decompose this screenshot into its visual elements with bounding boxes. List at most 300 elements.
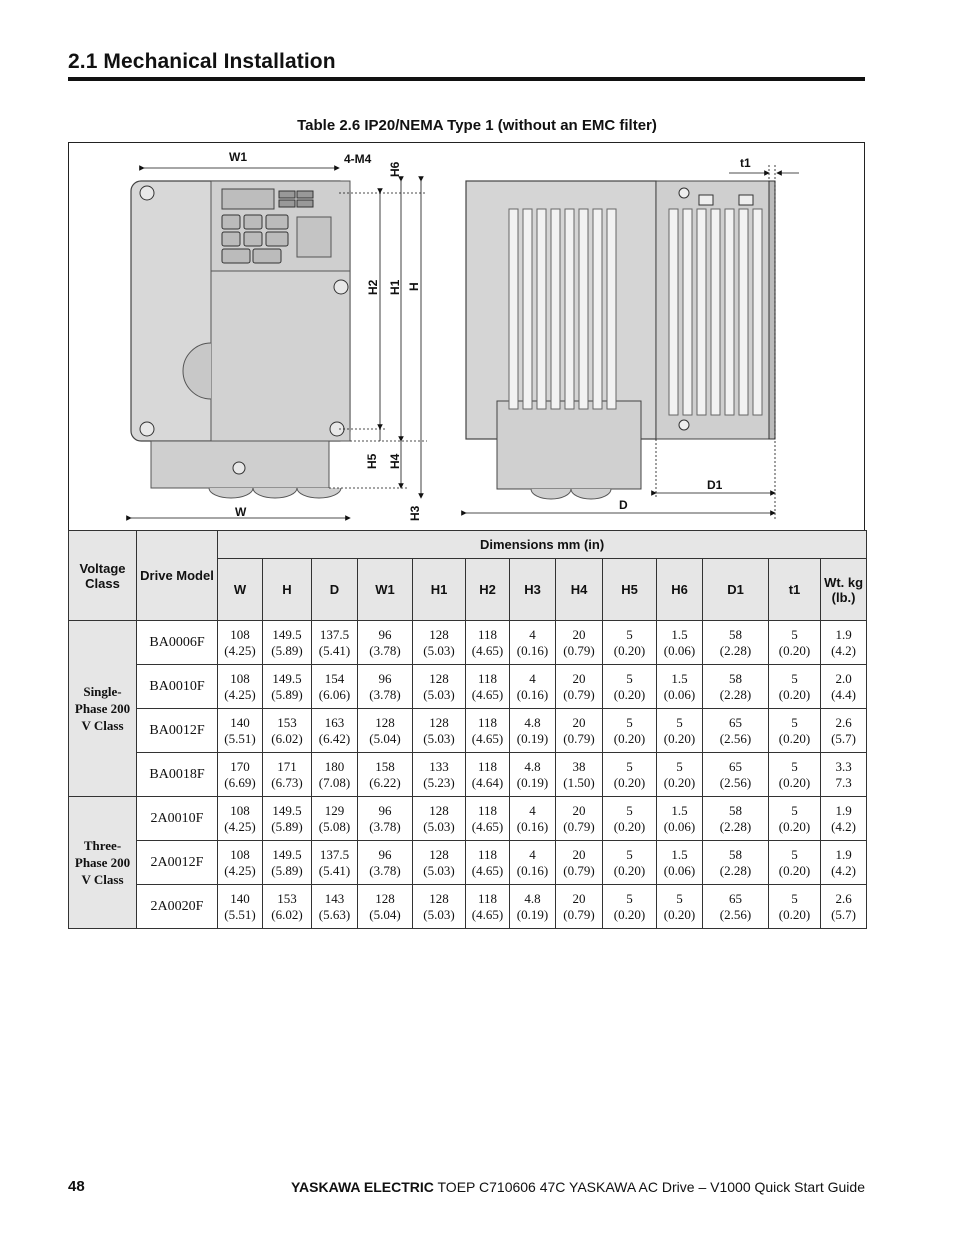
imperial-value: (6.42) (318, 730, 351, 746)
dimension-cell (218, 665, 263, 709)
column-header: H5 (603, 559, 657, 621)
drive-model-cell: 2A0020F (137, 885, 218, 929)
imperial-value: (0.06) (663, 818, 696, 834)
run-key (266, 215, 288, 229)
imperial-value: (0.20) (613, 774, 646, 790)
section-title: 2.1 Mechanical Installation (68, 50, 336, 73)
mount-hole-bottom-left (140, 422, 154, 436)
label-h5: H5 (365, 453, 379, 469)
dimension-cell (556, 841, 603, 885)
metric-value: 1.9 (835, 846, 852, 862)
metric-value: 58 (729, 846, 742, 862)
metric-value: 5 (626, 714, 633, 730)
metric-value: 128 (429, 626, 449, 642)
dimension-cell (603, 885, 657, 929)
metric-value: 5 (791, 714, 798, 730)
drive-model-header: Drive Model (137, 531, 218, 621)
metric-value: 153 (277, 714, 297, 730)
label-w: W (235, 505, 247, 519)
metric-value: 118 (477, 626, 498, 642)
dimension-cell (358, 797, 413, 841)
reset-key (222, 232, 240, 246)
imperial-value: (6.73) (271, 774, 303, 790)
dimension-cell (466, 709, 510, 753)
imperial-value: (5.04) (369, 906, 401, 922)
dimension-cell (657, 885, 703, 929)
imperial-value: (4.65) (471, 686, 504, 702)
imperial-value: (3.78) (369, 642, 401, 658)
imperial-value: (0.19) (516, 906, 549, 922)
column-header: H4 (556, 559, 603, 621)
imperial-value: (0.20) (663, 906, 696, 922)
imperial-value: (5.41) (318, 642, 351, 658)
imperial-value: (6.06) (318, 686, 351, 702)
metric-value: 128 (429, 846, 449, 862)
label-d1: D1 (707, 478, 723, 492)
dimension-cell (510, 665, 556, 709)
imperial-value: (6.69) (224, 774, 256, 790)
metric-value: 154 (324, 670, 345, 686)
side-clip-1 (699, 195, 713, 205)
metric-value: 5 (626, 670, 633, 686)
label-h3: H3 (408, 505, 422, 521)
dimension-cell (466, 621, 510, 665)
metric-value: 118 (477, 758, 498, 774)
metric-value: 108 (230, 626, 250, 642)
imperial-value: (5.89) (271, 686, 303, 702)
dimension-cell (510, 753, 556, 797)
dimension-cell (769, 841, 821, 885)
drive-model-cell: BA0018F (137, 753, 218, 797)
voltage-class-cell: Single-Phase 200 V Class (69, 621, 137, 797)
column-header: t1 (769, 559, 821, 621)
imperial-value: (0.06) (663, 862, 696, 878)
voltage-class-cell: Three-Phase 200 V Class (69, 797, 137, 929)
dimension-cell (510, 885, 556, 929)
dimension-cell (556, 797, 603, 841)
metric-value: 1.5 (671, 802, 688, 818)
label-h2: H2 (366, 279, 380, 295)
imperial-value: (2.56) (719, 906, 752, 922)
imperial-value: (0.20) (663, 774, 696, 790)
metric-value: 128 (375, 890, 395, 906)
dimension-cell (769, 753, 821, 797)
dimension-cell (769, 709, 821, 753)
metric-value: 1.9 (835, 626, 852, 642)
column-header: Wt. kg (lb.) (821, 559, 867, 621)
dimension-cell (358, 841, 413, 885)
metric-value: 4 (529, 626, 536, 642)
imperial-value: 7.3 (835, 774, 852, 790)
imperial-value: (4.2) (831, 818, 857, 834)
metric-value: 128 (429, 890, 449, 906)
dimension-cell (703, 665, 769, 709)
imperial-value: (0.79) (563, 906, 595, 922)
metric-value: 137.5 (319, 846, 350, 862)
metric-value: 5 (791, 626, 798, 642)
label-d: D (619, 498, 628, 512)
metric-value: 128 (429, 714, 449, 730)
metric-value: 20 (572, 846, 586, 862)
metric-value: 5 (791, 670, 798, 686)
imperial-value: (0.20) (778, 906, 811, 922)
voltage-class-header: Voltage Class (69, 531, 137, 621)
dimension-cell (703, 797, 769, 841)
metric-value: 118 (477, 714, 498, 730)
footer-doc-text: TOEP C710606 47C YASKAWA AC Drive – V1000 Quick Start Guide (433, 1179, 865, 1195)
table-row (69, 797, 867, 841)
table-row (69, 753, 867, 797)
metric-value: 4.8 (524, 758, 541, 774)
dimension-cell (218, 885, 263, 929)
metric-value: 128 (429, 670, 449, 686)
table-caption: Table 2.6 IP20/NEMA Type 1 (without an EMC filter) (297, 117, 657, 134)
dimension-cell (218, 753, 263, 797)
dimension-cell (218, 841, 263, 885)
comm-port (297, 217, 331, 257)
dimension-cell (263, 797, 312, 841)
metric-value: 5 (791, 890, 798, 906)
label-w1: W1 (229, 150, 247, 164)
mount-hole-top-left (140, 186, 154, 200)
dimension-cell (358, 753, 413, 797)
metric-value: 171 (277, 758, 297, 774)
dimension-cell (769, 885, 821, 929)
metric-value: 5 (626, 802, 633, 818)
dimension-cell (218, 797, 263, 841)
dimension-cell (312, 753, 358, 797)
fout-led (297, 200, 313, 207)
imperial-value: (0.16) (516, 642, 549, 658)
drive-model-cell: 2A0012F (137, 841, 218, 885)
imperial-value: (4.4) (831, 686, 857, 702)
dimension-cell (703, 885, 769, 929)
side-cable-holes (531, 489, 611, 499)
column-header: H2 (466, 559, 510, 621)
imperial-value: (0.06) (663, 642, 696, 658)
dimension-cell (556, 753, 603, 797)
dimension-cell (466, 885, 510, 929)
dimension-cell (657, 753, 703, 797)
imperial-value: (5.7) (831, 906, 857, 922)
front-view (131, 181, 350, 498)
imperial-value: (2.28) (719, 642, 752, 658)
alm-led (279, 191, 295, 198)
imperial-value: (5.89) (271, 642, 303, 658)
dimension-cell (413, 753, 466, 797)
metric-value: 96 (378, 802, 392, 818)
dimension-cell (263, 841, 312, 885)
dimension-cell (413, 709, 466, 753)
imperial-value: (0.16) (516, 686, 549, 702)
dimension-cell (510, 709, 556, 753)
dimension-cell (556, 621, 603, 665)
imperial-value: (0.20) (778, 862, 811, 878)
imperial-value: (2.28) (719, 862, 752, 878)
metric-value: 65 (729, 758, 742, 774)
dimension-cell (510, 797, 556, 841)
imperial-value: (5.63) (318, 906, 351, 922)
dimension-cell (312, 797, 358, 841)
label-t1: t1 (740, 156, 751, 170)
dimension-cell (657, 841, 703, 885)
dimension-cell (657, 665, 703, 709)
imperial-value: (5.51) (224, 730, 256, 746)
imperial-value: (0.79) (563, 730, 595, 746)
metric-value: 4 (529, 670, 536, 686)
imperial-value: (0.20) (613, 730, 646, 746)
dimension-cell (218, 621, 263, 665)
column-header: W1 (358, 559, 413, 621)
dimension-cell (769, 621, 821, 665)
dimension-figure (68, 142, 865, 531)
metric-value: 170 (230, 758, 250, 774)
metric-value: 118 (477, 846, 498, 862)
imperial-value: (4.2) (831, 862, 857, 878)
metric-value: 5 (676, 758, 683, 774)
imperial-value: (4.65) (471, 818, 504, 834)
dimension-cell (769, 797, 821, 841)
metric-value: 128 (429, 802, 449, 818)
imperial-value: (0.20) (778, 642, 811, 658)
metric-value: 163 (324, 714, 345, 730)
imperial-value: (0.20) (613, 906, 646, 922)
footer-doc-reference (291, 1179, 865, 1195)
imperial-value: (5.08) (318, 818, 351, 834)
imperial-value: (6.22) (369, 774, 401, 790)
dimension-cell (312, 709, 358, 753)
dimension-cell (312, 665, 358, 709)
metric-value: 180 (324, 758, 345, 774)
column-header: H1 (413, 559, 466, 621)
dimension-cell (510, 841, 556, 885)
dimension-cell (821, 797, 867, 841)
metric-value: 58 (729, 626, 742, 642)
dimension-cell (821, 665, 867, 709)
page-number: 48 (68, 1178, 85, 1195)
stop-key (253, 249, 281, 263)
lo-re-key (222, 249, 250, 263)
table-row (69, 885, 867, 929)
metric-value: 1.5 (671, 670, 688, 686)
metric-value: 2.6 (835, 890, 852, 906)
metric-value: 38 (572, 758, 586, 774)
dimension-cell (703, 709, 769, 753)
metric-value: 5 (676, 890, 683, 906)
metric-value: 5 (791, 758, 798, 774)
dimension-cell (466, 841, 510, 885)
metric-value: 20 (572, 626, 586, 642)
column-header: W (218, 559, 263, 621)
drive-side-body (466, 181, 656, 439)
metric-value: 5 (791, 802, 798, 818)
imperial-value: (5.89) (271, 862, 303, 878)
metric-value: 58 (729, 670, 742, 686)
imperial-value: (5.89) (271, 818, 303, 834)
metric-value: 58 (729, 802, 742, 818)
metric-value: 1.9 (835, 802, 852, 818)
metric-value: 96 (378, 670, 392, 686)
table-row (69, 665, 867, 709)
imperial-value: (0.79) (563, 686, 595, 702)
side-screw-top (679, 188, 689, 198)
dimension-cell (312, 621, 358, 665)
column-header: D1 (703, 559, 769, 621)
metric-value: 3.3 (835, 758, 852, 774)
lcd-display (222, 189, 274, 209)
metric-value: 140 (230, 714, 250, 730)
dimension-cell (657, 621, 703, 665)
dimension-cell (556, 665, 603, 709)
dimension-cell (263, 709, 312, 753)
imperial-value: (4.25) (224, 862, 256, 878)
imperial-value: (0.79) (563, 642, 595, 658)
imperial-value: (0.16) (516, 818, 549, 834)
dimension-cell (821, 841, 867, 885)
imperial-value: (5.51) (224, 906, 256, 922)
drive-model-cell: 2A0010F (137, 797, 218, 841)
metric-value: 96 (378, 626, 392, 642)
metric-value: 5 (676, 714, 683, 730)
imperial-value: (0.79) (563, 818, 595, 834)
label-4-m4: 4-M4 (344, 152, 372, 166)
drive-dimension-drawing (69, 143, 864, 531)
imperial-value: (5.03) (423, 686, 455, 702)
metric-value: 133 (429, 758, 449, 774)
ground-screw (233, 462, 245, 474)
metric-value: 129 (324, 802, 345, 818)
metric-value: 140 (230, 890, 250, 906)
metric-value: 108 (230, 670, 250, 686)
mount-hole-bottom-right (330, 422, 344, 436)
imperial-value: (2.56) (719, 774, 752, 790)
imperial-value: (5.03) (423, 642, 455, 658)
imperial-value: (4.25) (224, 642, 256, 658)
dimension-cell (413, 885, 466, 929)
drive-model-cell: BA0006F (137, 621, 218, 665)
dimension-cell (312, 885, 358, 929)
metric-value: 108 (230, 802, 250, 818)
imperial-value: (0.06) (663, 686, 696, 702)
imperial-value: (0.19) (516, 774, 549, 790)
imperial-value: (0.20) (778, 818, 811, 834)
metric-value: 108 (230, 846, 250, 862)
imperial-value: (5.03) (423, 906, 455, 922)
imperial-value: (0.20) (613, 686, 646, 702)
dimension-cell (263, 665, 312, 709)
imperial-value: (0.20) (663, 730, 696, 746)
dimension-cell (603, 797, 657, 841)
imperial-value: (5.03) (423, 862, 455, 878)
imperial-value: (0.20) (613, 642, 646, 658)
drv-led (279, 200, 295, 207)
label-h4: H4 (388, 453, 402, 469)
metric-value: 4 (529, 802, 536, 818)
imperial-value: (0.20) (613, 862, 646, 878)
imperial-value: (4.65) (471, 642, 504, 658)
imperial-value: (3.78) (369, 686, 401, 702)
dimension-cell (263, 621, 312, 665)
rev-led (297, 191, 313, 198)
metric-value: 5 (791, 846, 798, 862)
dimension-cell (466, 797, 510, 841)
dimension-cell (358, 621, 413, 665)
dimension-cell (413, 621, 466, 665)
metric-value: 149.5 (272, 802, 302, 818)
imperial-value: (4.65) (471, 906, 504, 922)
imperial-value: (2.28) (719, 686, 752, 702)
imperial-value: (0.16) (516, 862, 549, 878)
dimension-cell (821, 753, 867, 797)
imperial-value: (1.50) (563, 774, 595, 790)
label-h1: H1 (388, 279, 402, 295)
imperial-value: (5.04) (369, 730, 401, 746)
dimension-cell (263, 885, 312, 929)
dimension-cell (466, 753, 510, 797)
footer-brand: YASKAWA ELECTRIC (291, 1179, 434, 1195)
bottom-cover-side (497, 401, 641, 489)
imperial-value: (4.65) (471, 862, 504, 878)
metric-value: 4.8 (524, 890, 541, 906)
table-row (69, 841, 867, 885)
metric-value: 143 (324, 890, 345, 906)
metric-value: 20 (572, 714, 586, 730)
dimension-cell (821, 885, 867, 929)
metric-value: 4 (529, 846, 536, 862)
table-row (69, 709, 867, 753)
dimension-cell (218, 709, 263, 753)
imperial-value: (3.78) (369, 818, 401, 834)
metric-value: 128 (375, 714, 395, 730)
metric-value: 149.5 (272, 626, 302, 642)
imperial-value: (6.02) (271, 730, 303, 746)
dimension-cell (413, 665, 466, 709)
imperial-value: (5.41) (318, 862, 351, 878)
title-rule (68, 77, 865, 81)
imperial-value: (5.03) (423, 818, 455, 834)
metric-value: 149.5 (272, 670, 302, 686)
dimensions-table (68, 530, 867, 929)
dimension-cell (603, 665, 657, 709)
dimension-cell (510, 621, 556, 665)
heatsink-flange (769, 181, 775, 439)
enter-key (266, 232, 288, 246)
metric-value: 20 (572, 670, 586, 686)
imperial-value: (0.19) (516, 730, 549, 746)
dimension-cell (466, 665, 510, 709)
imperial-value: (5.23) (423, 774, 455, 790)
side-clip-2 (739, 195, 753, 205)
imperial-value: (4.64) (471, 774, 504, 790)
metric-value: 137.5 (319, 626, 350, 642)
metric-value: 1.5 (671, 846, 688, 862)
dimension-cell (358, 709, 413, 753)
dimension-cell (603, 621, 657, 665)
esc-key (222, 215, 240, 229)
metric-value: 2.6 (835, 714, 852, 730)
dimension-cell (413, 797, 466, 841)
metric-value: 96 (378, 846, 392, 862)
label-h6: H6 (388, 161, 402, 177)
imperial-value: (0.20) (778, 730, 811, 746)
dimension-cell (603, 709, 657, 753)
column-header: H3 (510, 559, 556, 621)
metric-value: 20 (572, 802, 586, 818)
dimension-cell (703, 841, 769, 885)
side-screw-bottom (679, 420, 689, 430)
imperial-value: (0.79) (563, 862, 595, 878)
down-key (244, 232, 262, 246)
